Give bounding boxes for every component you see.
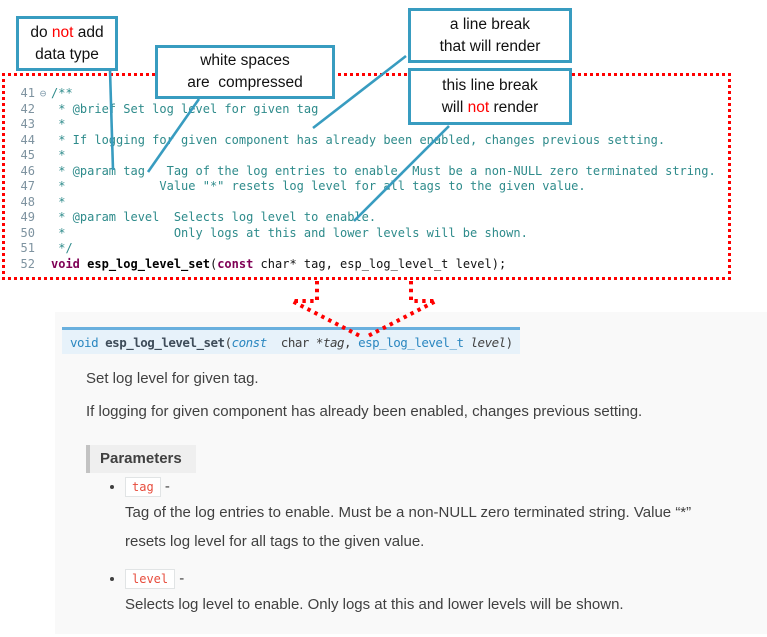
code-text: * @param tag Tag of the log entries to enable. Must be a non-NULL zero terminated string. [51,163,716,178]
param-item-level [125,570,705,619]
brief-description: Set log level for given tag. [86,370,259,387]
param-separator: - [160,478,170,495]
fold-gutter [35,210,51,226]
fold-gutter [35,257,51,273]
line-number: 49 [20,210,35,224]
callout-text-line: do not add [30,23,104,41]
code-text: * [51,117,66,131]
code-text: * Only logs at this and lower levels will be shown. [51,225,528,240]
code-line-47 [11,179,728,195]
fold-gutter [35,241,51,257]
code-line-41 [11,86,728,102]
callout-text-line: data type [35,45,99,63]
fold-gutter [35,117,51,133]
line-number: 51 [20,241,35,255]
code-line-43 [11,117,728,133]
callout-text-line: a line break [449,15,531,33]
param-item-tag [125,478,705,556]
code-line-50 [11,226,728,242]
function-signature: void esp_log_level_set ( const char * tag , esp_log_level_t level ) [62,327,520,354]
code-line-46 [11,164,728,180]
line-number: 52 [20,256,35,271]
code-line-42 [11,102,728,118]
code-editor-snippet [2,73,731,280]
param-name-literal: tag [125,477,161,497]
code-text: * [51,148,66,162]
fold-gutter [35,133,51,149]
code-text: /** [51,86,73,100]
code-line-44 [11,133,728,149]
parameter-list [105,478,705,633]
parameters-heading: Parameters [86,445,196,473]
line-number: 42 [20,101,35,116]
fold-gutter [35,179,51,195]
code-text: * [51,194,66,209]
fold-gutter [35,102,51,118]
line-number: 45 [20,148,35,162]
fold-gutter [35,195,51,211]
code-text: * @brief Set log level for given tag [51,101,319,116]
code-text: * Value "*" resets log level for all tags to the given value. [51,179,586,193]
callout-text-line: that will render [439,37,541,55]
code-text: */ [51,241,73,255]
callout-text-line: are compressed [187,74,303,91]
code-line-48 [11,195,728,211]
fold-gutter [35,226,51,242]
fold-gutter [35,164,51,180]
param-description: Tag of the log entries to enable. Must be a non-NULL zero terminated string. Value “*” resets log level for all tags to the given value. [125,504,692,550]
callout-line-break-renders [408,8,572,63]
callout-text-line: will not render [441,98,539,116]
code-text: * @param level Selects log level to enable. [51,210,377,224]
code-text: void esp_log_level_set(const char* tag, esp_log_level_t level); [51,256,507,271]
code-line-52 [11,257,728,273]
fold-collapse-icon[interactable]: ⊖ [39,87,47,100]
line-number: 44 [20,132,35,147]
param-name-literal: level [125,569,175,589]
callout-text-line: this line break [442,76,538,94]
callout-text-line: white spaces [200,52,290,70]
line-number: 50 [20,225,35,240]
line-number: 47 [20,179,35,193]
line-number: 41 [20,86,35,100]
line-number: 46 [20,163,35,178]
line-number: 48 [20,194,35,209]
code-line-45 [11,148,728,164]
line-number: 43 [20,117,35,131]
code-line-51 [11,241,728,257]
callout-line-break-not-render [408,68,572,125]
code-lines [11,86,728,272]
param-separator: - [175,570,185,587]
param-description: Selects log level to enable. Only logs at this and lower levels will be shown. [125,596,624,613]
code-text: * If logging for given component has already been enabled, changes previous setting. [51,132,666,147]
code-line-49 [11,210,728,226]
callout-do-not-add-data-type [16,16,118,71]
fold-gutter [35,148,51,164]
callout-white-spaces-compressed [155,45,335,99]
rendered-doc-panel [55,312,767,634]
detailed-description: If logging for given component has already been enabled, changes previous setting. [86,403,643,420]
